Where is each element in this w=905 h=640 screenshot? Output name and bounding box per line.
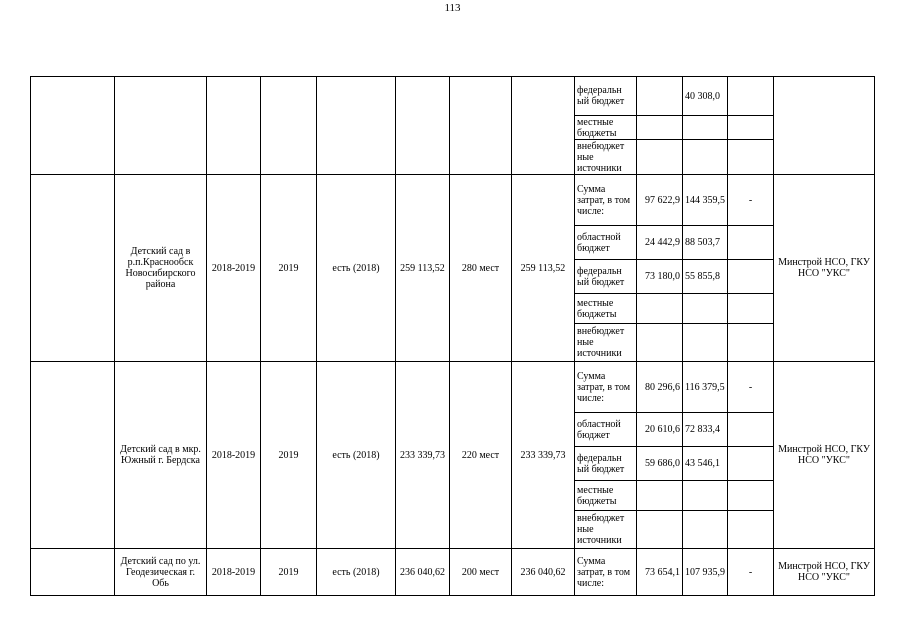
page-number: 113 (444, 2, 461, 14)
funding-source-cell: местные бюджеты (575, 116, 637, 140)
design-documentation-cell: есть (2018) (317, 175, 396, 362)
funding-source-cell: местные бюджеты (575, 294, 637, 324)
funding-source-cell: областной бюджет (575, 226, 637, 260)
table-row (31, 362, 875, 413)
amount-2020-cell (728, 481, 774, 511)
amount-2020-cell: - (728, 362, 774, 413)
amount-2019-cell: 40 308,0 (683, 77, 728, 116)
amount-2020-cell (728, 324, 774, 362)
funding-source-cell: федеральн ый бюджет (575, 447, 637, 481)
capacity-cell: 280 мест (450, 175, 512, 362)
amount-2019-cell: 116 379,5 (683, 362, 728, 413)
object-name-cell: Детский сад в р.п.Краснообск Новосибирского района (115, 175, 207, 362)
construction-years-cell: 2018-2019 (207, 362, 261, 549)
amount-2018-cell (637, 140, 683, 175)
amount-2019-cell: 144 359,5 (683, 175, 728, 226)
amount-2019-cell (683, 116, 728, 140)
amount-2019-cell (683, 140, 728, 175)
construction-projects-table (30, 76, 875, 596)
funding-source-cell: федеральн ый бюджет (575, 260, 637, 294)
construction-years-cell: 2018-2019 (207, 549, 261, 596)
program-section-cell (31, 362, 115, 549)
object-name-cell: Детский сад в мкр. Южный г. Бердска (115, 362, 207, 549)
object-name-cell (115, 77, 207, 175)
amount-2018-cell: 73 654,1 (637, 549, 683, 596)
funding-source-cell: внебюджет ные источники (575, 140, 637, 175)
amount-2019-cell: 55 855,8 (683, 260, 728, 294)
amount-2020-cell (728, 294, 774, 324)
program-section-cell (31, 175, 115, 362)
completion-year-cell: 2019 (261, 362, 317, 549)
total-cost-cell: 236 040,62 (512, 549, 575, 596)
completion-year-cell: 2019 (261, 549, 317, 596)
amount-2020-cell (728, 413, 774, 447)
amount-2020-cell (728, 140, 774, 175)
amount-2019-cell: 72 833,4 (683, 413, 728, 447)
amount-2019-cell: 107 935,9 (683, 549, 728, 596)
estimated-cost-cell: 236 040,62 (396, 549, 450, 596)
executor-cell: Минстрой НСО, ГКУ НСО "УКС" (774, 362, 875, 549)
construction-years-cell (207, 77, 261, 175)
amount-2020-cell (728, 511, 774, 549)
funding-source-cell: Сумма затрат, в том числе: (575, 549, 637, 596)
design-documentation-cell (317, 77, 396, 175)
object-name-cell: Детский сад по ул. Геодезическая г. Обь (115, 549, 207, 596)
amount-2018-cell (637, 116, 683, 140)
design-documentation-cell: есть (2018) (317, 549, 396, 596)
amount-2019-cell (683, 324, 728, 362)
funding-source-cell: федеральн ый бюджет (575, 77, 637, 116)
total-cost-cell: 259 113,52 (512, 175, 575, 362)
funding-source-cell: внебюджет ные источники (575, 324, 637, 362)
amount-2020-cell: - (728, 549, 774, 596)
estimated-cost-cell: 233 339,73 (396, 362, 450, 549)
amount-2018-cell: 20 610,6 (637, 413, 683, 447)
amount-2018-cell (637, 294, 683, 324)
amount-2019-cell (683, 294, 728, 324)
total-cost-cell (512, 77, 575, 175)
capacity-cell: 200 мест (450, 549, 512, 596)
table-row (31, 549, 875, 596)
amount-2019-cell: 43 546,1 (683, 447, 728, 481)
amount-2018-cell: 24 442,9 (637, 226, 683, 260)
amount-2020-cell (728, 260, 774, 294)
program-section-cell (31, 77, 115, 175)
funding-source-cell: областной бюджет (575, 413, 637, 447)
funding-source-cell: местные бюджеты (575, 481, 637, 511)
program-section-cell (31, 549, 115, 596)
amount-2018-cell: 59 686,0 (637, 447, 683, 481)
amount-2020-cell: - (728, 175, 774, 226)
amount-2020-cell (728, 116, 774, 140)
amount-2018-cell: 73 180,0 (637, 260, 683, 294)
amount-2020-cell (728, 77, 774, 116)
construction-years-cell: 2018-2019 (207, 175, 261, 362)
amount-2018-cell: 97 622,9 (637, 175, 683, 226)
estimated-cost-cell (396, 77, 450, 175)
amount-2018-cell (637, 481, 683, 511)
completion-year-cell (261, 77, 317, 175)
amount-2018-cell (637, 324, 683, 362)
capacity-cell: 220 мест (450, 362, 512, 549)
funding-source-cell: внебюджет ные источники (575, 511, 637, 549)
funding-source-cell: Сумма затрат, в том числе: (575, 362, 637, 413)
completion-year-cell: 2019 (261, 175, 317, 362)
table-row (31, 77, 875, 116)
funding-source-cell: Сумма затрат, в том числе: (575, 175, 637, 226)
amount-2020-cell (728, 226, 774, 260)
total-cost-cell: 233 339,73 (512, 362, 575, 549)
estimated-cost-cell: 259 113,52 (396, 175, 450, 362)
executor-cell: Минстрой НСО, ГКУ НСО "УКС" (774, 175, 875, 362)
executor-cell (774, 77, 875, 175)
amount-2018-cell (637, 511, 683, 549)
amount-2019-cell: 88 503,7 (683, 226, 728, 260)
executor-cell: Минстрой НСО, ГКУ НСО "УКС" (774, 549, 875, 596)
amount-2019-cell (683, 481, 728, 511)
amount-2018-cell (637, 77, 683, 116)
design-documentation-cell: есть (2018) (317, 362, 396, 549)
table-row (31, 175, 875, 226)
amount-2018-cell: 80 296,6 (637, 362, 683, 413)
amount-2019-cell (683, 511, 728, 549)
amount-2020-cell (728, 447, 774, 481)
capacity-cell (450, 77, 512, 175)
